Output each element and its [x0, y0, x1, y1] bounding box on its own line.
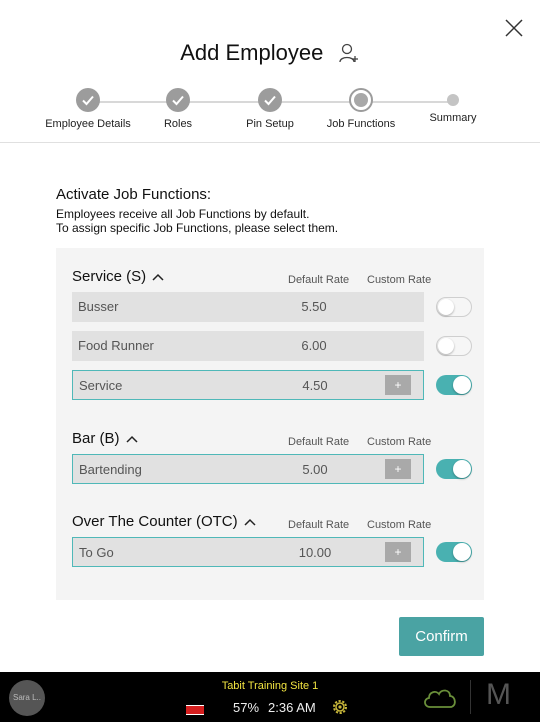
- default-rate-value: 4.50: [302, 378, 328, 393]
- check-icon: [80, 92, 96, 108]
- section-description: [56, 207, 338, 235]
- step-indicator: [349, 88, 373, 112]
- default-rate-header: Default Rate: [288, 519, 350, 531]
- section-intro: [56, 186, 338, 235]
- check-icon: [262, 92, 278, 108]
- step-label: Pin Setup: [246, 118, 294, 130]
- flag-icon: [186, 705, 204, 715]
- step-label: Roles: [163, 118, 193, 130]
- step-label: Job Functions: [326, 118, 396, 130]
- step-label: Summary: [429, 112, 477, 124]
- group-title-label: Bar (B): [72, 430, 120, 447]
- group-title[interactable]: [72, 513, 256, 530]
- chevron-up-icon: [126, 435, 138, 443]
- step-label: Employee Details: [45, 118, 131, 130]
- avatar[interactable]: Sara L..: [9, 680, 45, 716]
- description-line-1: Employees receive all Job Functions by default.: [56, 207, 310, 221]
- group-title[interactable]: [72, 430, 138, 447]
- section-heading: Activate Job Functions:: [56, 186, 212, 203]
- description-line-2: To assign specific Job Functions, please select them.: [56, 221, 339, 235]
- job-function-name: To Go: [79, 545, 114, 560]
- add-custom-rate-button[interactable]: +: [385, 375, 411, 395]
- group-title-label: Service (S): [72, 268, 147, 285]
- battery-level: 57%: [233, 700, 260, 715]
- chevron-up-icon: [152, 273, 164, 281]
- step-pin-setup[interactable]: [220, 88, 320, 130]
- job-function-row[interactable]: [72, 370, 424, 400]
- job-function-row[interactable]: [72, 454, 424, 484]
- step-summary[interactable]: [403, 88, 503, 124]
- custom-rate-header: Custom Rate: [367, 519, 432, 531]
- add-custom-rate-button[interactable]: +: [385, 459, 411, 479]
- chevron-up-icon: [244, 518, 256, 526]
- job-function-name: Busser: [78, 299, 119, 314]
- default-rate-header: Default Rate: [288, 274, 350, 286]
- custom-rate-header: Custom Rate: [367, 436, 432, 448]
- close-button[interactable]: [500, 14, 528, 42]
- toggle-knob: [438, 299, 454, 315]
- job-function-row[interactable]: [72, 331, 424, 361]
- job-function-name: Service: [79, 378, 123, 393]
- step-indicator: [76, 88, 100, 112]
- job-function-toggle[interactable]: [436, 297, 472, 317]
- add-user-icon: [338, 42, 360, 64]
- toggle-knob: [453, 543, 471, 561]
- status-bar: [0, 672, 540, 722]
- group-title-label: Over The Counter (OTC): [72, 513, 238, 530]
- cloud-icon[interactable]: [422, 684, 458, 710]
- step-roles[interactable]: [128, 88, 228, 130]
- status-divider: [470, 680, 471, 714]
- confirm-button[interactable]: Confirm: [399, 617, 484, 656]
- clock: 2:36 AM: [268, 700, 316, 715]
- default-rate-value: 5.50: [301, 299, 327, 314]
- job-function-toggle[interactable]: [436, 375, 472, 395]
- step-job-functions[interactable]: [311, 88, 411, 130]
- add-custom-rate-button[interactable]: +: [385, 542, 411, 562]
- job-function-toggle[interactable]: [436, 459, 472, 479]
- toggle-knob: [453, 376, 471, 394]
- step-indicator: [258, 88, 282, 112]
- site-name: Tabit Training Site 1: [221, 680, 319, 692]
- default-rate-header: Default Rate: [288, 436, 350, 448]
- default-rate-value: 10.00: [298, 545, 332, 560]
- job-function-toggle[interactable]: [436, 542, 472, 562]
- job-function-name: Food Runner: [78, 338, 154, 353]
- toggle-knob: [438, 338, 454, 354]
- job-function-name: Bartending: [79, 462, 142, 477]
- step-indicator: [447, 94, 459, 106]
- job-function-toggle[interactable]: [436, 336, 472, 356]
- close-icon: [500, 14, 528, 42]
- job-functions-card: [56, 248, 484, 600]
- app-logo: M: [486, 678, 511, 711]
- step-indicator: [166, 88, 190, 112]
- header: [0, 0, 540, 143]
- job-function-row[interactable]: [72, 537, 424, 567]
- group-title[interactable]: [72, 268, 164, 285]
- default-rate-value: 6.00: [301, 338, 327, 353]
- step-employee-details[interactable]: [38, 88, 138, 130]
- custom-rate-header: Custom Rate: [367, 274, 432, 286]
- title-row: [0, 40, 540, 74]
- default-rate-value: 5.00: [302, 462, 328, 477]
- page-title: Add Employee: [180, 40, 324, 65]
- gear-icon[interactable]: [331, 698, 349, 716]
- check-icon: [170, 92, 186, 108]
- toggle-knob: [453, 460, 471, 478]
- job-function-row[interactable]: [72, 292, 424, 322]
